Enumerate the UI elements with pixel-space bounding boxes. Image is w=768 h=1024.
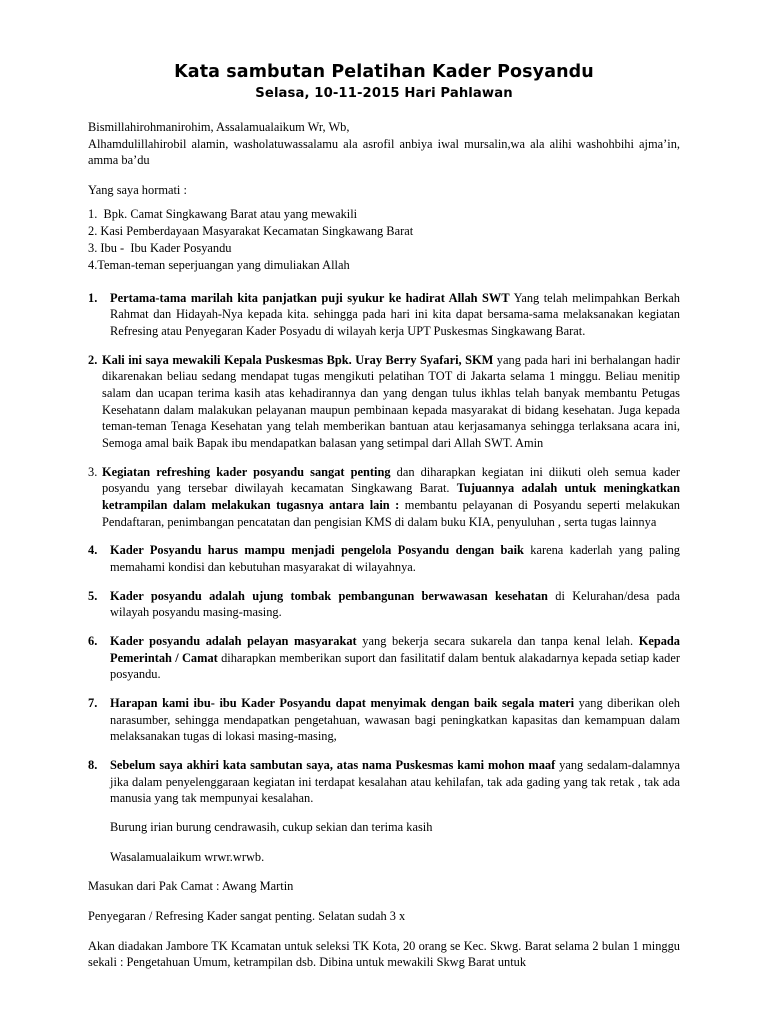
opening-line-2: Alhamdulillahirobil alamin, washolatuwassalamu ala asrofil anbiya iwal mursalin,wa ala alihi washohbihi ajma’in, amma ba’du [88, 136, 680, 168]
list-item [88, 633, 680, 683]
list-item-bold-lead: Kader posyandu adalah pelayan masyarakat [110, 634, 357, 648]
spacer [88, 198, 680, 206]
list-item-number: 1. [88, 290, 98, 305]
honored-guests-list [88, 206, 680, 273]
list-item [88, 588, 680, 621]
opening-line-1: Bismillahirohmanirohim, Assalamualaikum Wr, Wb, [88, 120, 350, 135]
list-item [88, 352, 680, 452]
list-item-text: Yang telah melimpahkan Berkah Rahmat dan Hidayah-Nya kepada kita. sehingga pada hari ini kita dapat bersama-sama melaksanakan kegiatan Refresing atau Penyegaran Kader Posyadu di wilayah kerja UPT Puskesmas Singkawang Barat. [110, 290, 681, 338]
list-item [88, 290, 680, 340]
list-item [88, 695, 680, 745]
list-item-bold-lead: Kegiatan refreshing kader posyandu sangat penting [102, 464, 391, 479]
list-item-text: yang sedalam-dalamnya jika dalam penyelenggaraan kegiatan ini terdapat kesalahan atau kehilafan, tak ada gading yang tak retak , tak ada manusia yang tak mempunyai kesalahan. [110, 758, 680, 806]
list-item-bold-lead: Pertama-tama marilah kita panjatkan puji syukur ke hadirat Allah SWT [110, 290, 510, 305]
salutation: Yang saya hormati : [88, 182, 187, 197]
list-item-bold-lead: Kader Posyandu harus mampu menjadi pengelola Posyandu dengan baik [110, 543, 524, 558]
list-item-text-2: membantu pelayanan di Posyandu seperti melakukan Pendaftaran, penimbangan pencatatan dan pengisian KMS di dalam buku KIA, penyuluhan , serta tugas lainnya [102, 497, 680, 529]
list-item-number: 8. [88, 758, 98, 773]
list-item-bold-lead: Kali ini saya mewakili Kepala Puskesmas Bpk. Uray Berry Syafari, SKM [102, 352, 494, 367]
list-item: 1. Bpk. Camat Singkawang Barat atau yang mewakili [88, 207, 358, 222]
list-item-number: 7. [88, 696, 98, 711]
list-item-text: yang diberikan oleh narasumber, sehingga mendapatkan pengetahuan, wawasan bagi peningkatkan kapasitas dan kemampuan dalam melaksanakan tugas di lokasi masing-masing, [110, 696, 680, 744]
list-item-number: 4. [88, 543, 98, 558]
note-line-3: Akan diadakan Jambore TK Kcamatan untuk seleksi TK Kota, 20 orang se Kec. Skwg. Barat selama 2 bulan 1 minggu sekali : Pengetahuan Umum, ketrampilan dsb. Dibina untuk mewakili Skwg Barat untuk [88, 938, 680, 970]
list-item-text: di Kelurahan/desa pada wilayah posyandu masing-masing. [110, 588, 680, 620]
closing-pantun: Burung irian burung cendrawasih, cukup sekian dan terima kasih [110, 820, 433, 835]
list-item-number: 5. [88, 588, 98, 603]
list-item-text: yang bekerja secara sukarela dan tanpa kenal lelah. [356, 634, 639, 648]
meeting-notes [88, 878, 680, 971]
list-item-bold-lead: Kader posyandu adalah ujung tombak pembangunan berwawasan kesehatan [110, 588, 548, 603]
speech-numbered-list [88, 290, 680, 807]
spacer [88, 169, 680, 182]
list-item-number: 6. [88, 634, 98, 648]
list-item-text: dan diharapkan kegiatan ini diikuti oleh semua kader posyandu yang tersebar diwilayah kecamatan Singkawang Barat. [102, 464, 680, 496]
list-item-number: 2. [88, 352, 98, 367]
list-item-text: yang pada hari ini berhalangan hadir dikarenakan beliau sedang mendapat tugas mengikuti pelatihan TOT di Jakarta selama 1 minggu. Beliau menitip salam dan ucapan terima kasih atas kehadirannya dan yang dengan tulus ikhlas telah banyak membantu Petugas Kesehatann dalam malakukan pelayanan maupun pembinaan kepada masyarakat di bidang kesehatan. Juga kepada teman-teman Tenaga Kesehatan yang telah memberikan bantuan atau kerjasamanya sehingga terlaksana acara ini, Semoga amal baik Bapak ibu mendapatkan balasan yang setimpal dari Allah SWT. Amin [102, 352, 680, 450]
spacer [88, 274, 680, 290]
list-item-text: karena kaderlah yang paling memahami kondisi dan kebutuhan masyarakat di wilayahnya. [110, 543, 680, 574]
list-item-text-2: diharapkan memberikan suport dan fasilitatif dalam bentuk alakadarnya kepada setiap kader posyandu. [110, 650, 680, 682]
list-item [88, 757, 680, 807]
document-body [88, 119, 680, 971]
spacer [88, 925, 680, 938]
spacer [110, 836, 680, 849]
closing-farewell: Wasalamualaikum wrwr.wrwb. [110, 849, 265, 864]
page-subtitle: Selasa, 10-11-2015 Hari Pahlawan [255, 85, 513, 101]
list-item: 4.Teman-teman seperjuangan yang dimuliakan Allah [88, 257, 350, 272]
list-item [88, 464, 680, 531]
page-title: Kata sambutan Pelatihan Kader Posyandu [174, 62, 594, 82]
list-item: 3. Ibu - Ibu Kader Posyandu [88, 240, 232, 255]
list-item [88, 542, 680, 575]
list-item-bold-mid: Kepada Pemerintah / Camat [110, 634, 680, 665]
closing-block [88, 819, 680, 865]
spacer [88, 865, 680, 878]
list-item: 2. Kasi Pemberdayaan Masyarakat Kecamatan Singkawang Barat [88, 224, 414, 238]
list-item-bold-lead: Sebelum saya akhiri kata sambutan saya, atas nama Puskesmas kami mohon maaf [110, 758, 556, 773]
list-item-number: 3. [88, 464, 98, 479]
spacer [88, 895, 680, 908]
note-line-2: Penyegaran / Refresing Kader sangat penting. Selatan sudah 3 x [88, 909, 406, 923]
list-item-bold-lead: Harapan kami ibu- ibu Kader Posyandu dapat menyimak dengan baik segala materi [110, 696, 575, 711]
note-line-1: Masukan dari Pak Camat : Awang Martin [88, 879, 294, 894]
list-item-bold-mid: Tujuannya adalah untuk meningkatkan ketrampilan dalam melakukan tugasnya antara lain : [102, 481, 680, 512]
